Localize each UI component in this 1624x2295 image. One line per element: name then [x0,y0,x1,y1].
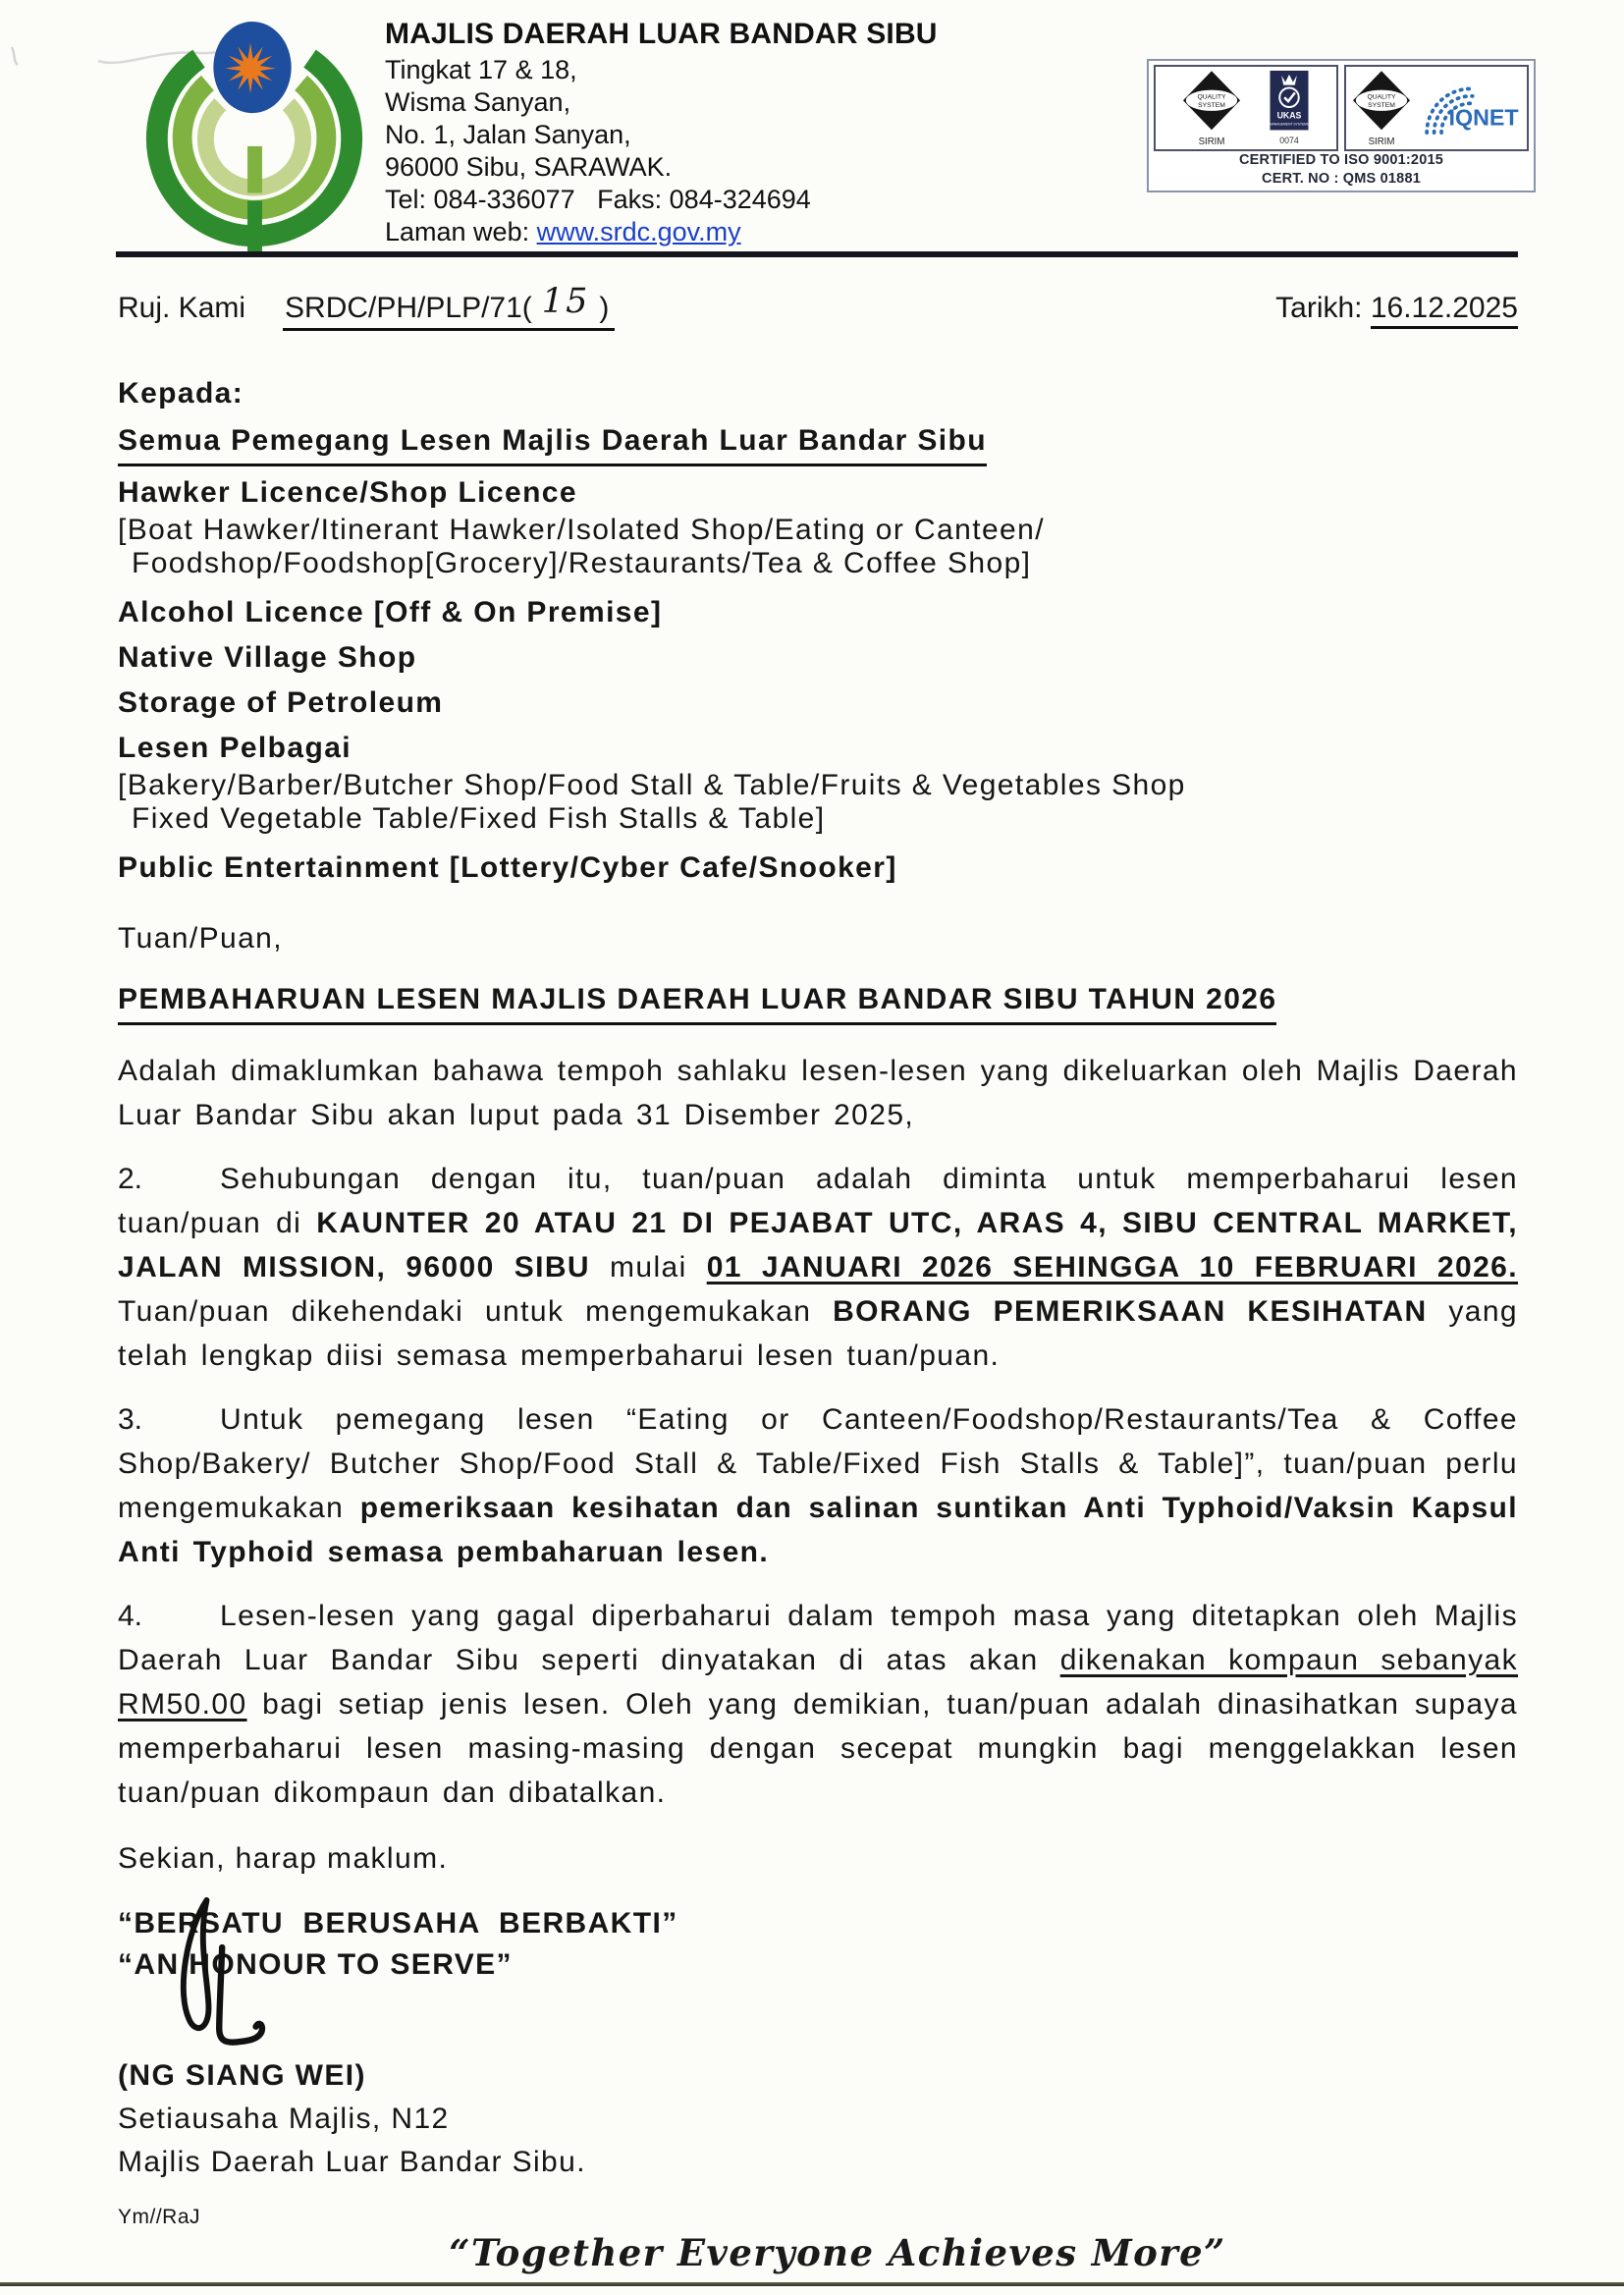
licence-item: Alcohol Licence [Off & On Premise] [118,596,663,628]
svg-text:MANAGEMENT SYSTEMS: MANAGEMENT SYSTEMS [1269,122,1310,127]
typhoid-requirement-bold: pemeriksaan kesihatan dan salinan suntikan Anti Typhoid/Vaksin Kapsul Anti Typhoid semasa pembaharuan lesen. [118,1492,1518,1568]
compound-fine-underline: dikenakan kompaun sebanyak RM50.00 [118,1644,1518,1721]
subject-text: PEMBAHARUAN LESEN MAJLIS DAERAH LUAR BANDAR SIBU TAHUN 2026 [118,979,1276,1025]
letter-body [118,373,1518,2274]
handwritten-ref-digit: 15 [541,282,590,321]
licence-item-detail: [Boat Hawker/Itinerant Hawker/Isolated Shop/Eating or Canteen/ [118,514,1045,546]
licence-item: Lesen Pelbagai [118,732,352,764]
addressee: Semua Pemegang Lesen Majlis Daerah Luar Bandar Sibu [118,420,987,466]
tel-fax-line: Tel: 084-336077 Faks: 084-324694 [385,185,811,214]
paragraph-4: 4. Lesen-lesen yang gagal diperbaharui dalam tempoh masa yang ditetapkan oleh Majlis Daerah Luar Bandar Sibu seperti dinyatakan di atas akan dikenakan kompaun sebanyak RM50.00 bagi setiap jenis lesen. Oleh yang demikian, tuan/puan adalah dinasihatkan supaya memperbaharui lesen masing-masing dengan secepat mungkin bagi menggelakkan lesen tuan/puan dikompaun dan dibatalkan. [118,1594,1518,1815]
date-value: 16.12.2025 [1371,292,1518,329]
address-line: 96000 Sibu, SARAWAK. [385,152,673,182]
salutation: Tuan/Puan, [118,922,283,955]
letterhead-address [385,18,938,248]
header-divider-rule [116,251,1518,257]
cert-logo-row [1154,65,1529,151]
sirim-iqnet-cell [1344,65,1529,151]
sirim-quality-icon [1351,69,1412,147]
handwritten-signature [175,1897,291,2066]
council-logo [137,12,371,257]
svg-text:IQNET: IQNET [1448,104,1519,131]
licence-item-detail: Fixed Vegetable Table/Fixed Fish Stalls & Table] [132,802,826,835]
cert-number-text: CERT. NO : QMS 01881 [1262,171,1421,187]
org-name: MAJLIS DAERAH LUAR BANDAR SIBU [385,18,938,50]
licence-item: Public Entertainment [Lottery/Cyber Cafe/Snooker] [118,851,897,884]
signatory-block [118,2054,1518,2184]
svg-text:SYSTEM: SYSTEM [1198,102,1225,110]
addressee-line [118,420,1518,466]
svg-text:QUALITY: QUALITY [1367,93,1396,101]
para-number: 4. [118,1600,143,1632]
ref-number: SRDC/PH/PLP/71( 15 ) [283,287,615,331]
website-link: www.srdc.gov.my [536,217,741,246]
motto-signature-block [118,1903,1518,1986]
web-label: Laman web: [385,217,537,246]
iso-certification-box [1147,59,1536,192]
sirim-quality-icon [1181,69,1242,147]
motto-english: “AN HONOUR TO SERVE” [118,1948,513,1981]
svg-text:UKAS: UKAS [1276,110,1302,121]
paragraph-1: Adalah dimaklumkan bahawa tempoh sahlaku lesen-lesen yang dikeluarkan oleh Majlis Daerah Luar Bandar Sibu akan luput pada 31 Disember 2025, [118,1055,1518,1131]
kepada-label: Kepada: [118,377,244,410]
date-label: Tarikh: [1275,292,1363,324]
para-number: 2. [118,1163,143,1195]
closing-line: Sekian, harap maklum. [118,1842,449,1875]
date-field [1275,292,1518,325]
paragraph-2: 2. Sehubungan dengan itu, tuan/puan adalah diminta untuk memperbaharui lesen tuan/puan di KAUNTER 20 ATAU 21 DI PEJABAT UTC, ARAS 4, SIBU CENTRAL MARKET, JALAN MISSION, 96000 SIBU mulai 01 JANUARI 2026 SEHINGGA 10 FEBRUARI 2026. Tuan/puan dikehendaki untuk mengemukakan BORANG PEMERIKSAAN KESIHATAN yang telah lengkap diisi semasa memperbaharui lesen tuan/puan. [118,1157,1518,1378]
ref-label: Ruj. Kami [118,292,246,324]
address-line: Wisma Sanyan, [385,87,571,117]
health-form-bold: BORANG PEMERIKSAAN KESIHATAN [833,1295,1428,1328]
footer-quote: “Together Everyone Achieves More” [449,2231,1226,2274]
licence-item-detail: [Bakery/Barber/Butcher Shop/Food Stall & Table/Fruits & Vegetables Shop [118,769,1186,801]
para-number: 3. [118,1403,143,1436]
licence-item: Native Village Shop [118,641,417,674]
svg-text:QUALITY: QUALITY [1197,93,1226,101]
counter-location-bold: KAUNTER 20 ATAU 21 DI PEJABAT UTC, ARAS 4, SIBU CENTRAL MARKET, JALAN MISSION, 96000 SIBU [118,1207,1518,1284]
signatory-name: (NG SIANG WEI) [118,2059,366,2092]
reference-row [118,282,1518,331]
svg-text:0074: 0074 [1279,136,1299,146]
subject-line [118,979,1518,1025]
renewal-period-bold-underline: 01 JANUARI 2026 SEHINGGA 10 FEBRUARI 2026. [706,1251,1518,1284]
web-line [385,216,938,248]
certified-iso-text: CERTIFIED TO ISO 9001:2015 [1238,152,1443,168]
sirim-ukas-cell [1154,65,1338,151]
iqnet-icon [1416,78,1522,138]
licence-item: Storage of Petroleum [118,686,444,719]
svg-text:SIRIM: SIRIM [1198,136,1225,147]
svg-text:SYSTEM: SYSTEM [1367,102,1395,110]
address-line: Tingkat 17 & 18, [385,55,577,84]
motto-malay: “BERSATU BERUSAHA BERBAKTI” [118,1907,678,1940]
ukas-icon [1268,69,1311,147]
signatory-org: Majlis Daerah Luar Bandar Sibu. [118,2146,586,2178]
our-ref [118,282,615,331]
signatory-title: Setiausaha Majlis, N12 [118,2103,450,2135]
licence-item: Hawker Licence/Shop Licence [118,476,577,509]
licence-item-detail: Foodshop/Foodshop[Grocery]/Restaurants/Tea & Coffee Shop] [132,547,1032,579]
svg-text:SIRIM: SIRIM [1368,136,1395,147]
typist-initials: Ym//RaJ [118,2206,201,2228]
paragraph-3: 3. Untuk pemegang lesen “Eating or Canteen/Foodshop/Restaurants/Tea & Coffee Shop/Bakery/ Butcher Shop/Food Stall & Table/Fixed Fish Stalls & Table]”, tuan/puan perlu mengemukakan pemeriksaan kesihatan dan salinan suntikan Anti Typhoid/Vaksin Kapsul Anti Typhoid semasa pembaharuan lesen. [118,1397,1518,1574]
scan-edge-line [0,2282,1624,2286]
address-line: No. 1, Jalan Sanyan, [385,120,631,149]
